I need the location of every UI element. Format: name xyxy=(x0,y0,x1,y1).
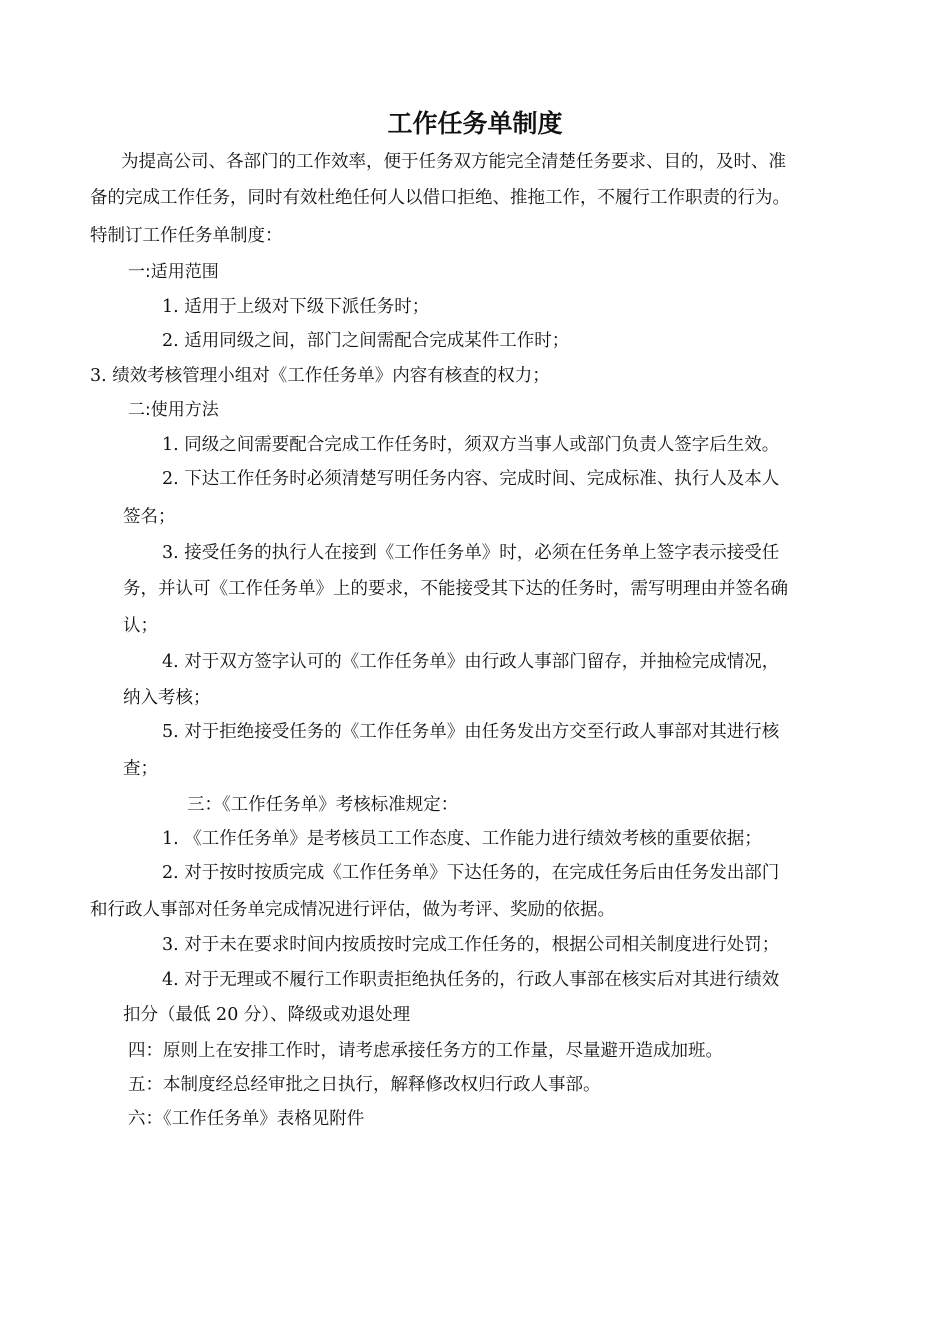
section2-item-3-line-2: 务，并认可《工作任务单》上的要求，不能接受其下达的任务时，需写明理由并签名确 xyxy=(123,579,788,599)
section4-text: 四：原则上在安排工作时，请考虑承接任务方的工作量，尽量避开造成加班。 xyxy=(128,1041,723,1061)
document-title: 工作任务单制度 xyxy=(387,109,563,138)
section2-item-3-line-3: 认； xyxy=(123,616,158,636)
section1-item-3: 3. 绩效考核管理小组对《工作任务单》内容有核查的权力； xyxy=(90,366,550,386)
section3-item-1: 1. 《工作任务单》是考核员工工作态度、工作能力进行绩效考核的重要依据； xyxy=(162,829,762,849)
intro-line-1: 为提高公司、各部门的工作效率，便于任务双方能完全清楚任务要求、目的，及时、准 xyxy=(121,152,786,172)
section2-item-4-line-2: 纳入考核； xyxy=(123,688,211,708)
section2-item-2-line-2: 签名； xyxy=(123,507,176,527)
section2-item-1: 1. 同级之间需要配合完成工作任务时，须双方当事人或部门负责人签字后生效。 xyxy=(162,435,780,455)
intro-line-3: 特制订工作任务单制度： xyxy=(90,226,283,246)
section3-item-2-line-1: 2. 对于按时按质完成《工作任务单》下达任务的，在完成任务后由任务发出部门 xyxy=(162,863,780,883)
section3-item-4-line-2: 扣分（最低 20 分）、降级或劝退处理 xyxy=(123,1005,411,1025)
section3-item-2-line-2: 和行政人事部对任务单完成情况进行评估，做为考评、奖励的依据。 xyxy=(90,900,615,920)
section2-item-5-line-1: 5. 对于拒绝接受任务的《工作任务单》由任务发出方交至行政人事部对其进行核 xyxy=(162,722,780,742)
section3-heading: 三：《工作任务单》考核标准规定： xyxy=(187,795,459,815)
section2-item-4-line-1: 4. 对于双方签字认可的《工作任务单》由行政人事部门留存，并抽检完成情况， xyxy=(162,652,780,672)
section2-heading: 二:使用方法 xyxy=(128,400,219,420)
section3-item-3: 3. 对于未在要求时间内按质按时完成工作任务的，根据公司相关制度进行处罚； xyxy=(162,935,780,955)
section2-item-5-line-2: 查； xyxy=(123,759,158,779)
section2-item-3-line-1: 3. 接受任务的执行人在接到《工作任务单》时，必须在任务单上签字表示接受任 xyxy=(162,543,780,563)
section3-item-4-line-1: 4. 对于无理或不履行工作职责拒绝执任务的，行政人事部在核实后对其进行绩效 xyxy=(162,970,780,990)
section6-text: 六：《工作任务单》表格见附件 xyxy=(128,1109,365,1129)
intro-line-2: 备的完成工作任务，同时有效杜绝任何人以借口拒绝、推拖工作，不履行工作职责的行为。 xyxy=(90,188,790,208)
section1-heading: 一:适用范围 xyxy=(128,262,219,282)
section2-item-2-line-1: 2. 下达工作任务时必须清楚写明任务内容、完成时间、完成标准、执行人及本人 xyxy=(162,469,780,489)
section1-item-2: 2. 适用同级之间，部门之间需配合完成某件工作时； xyxy=(162,331,570,351)
section5-text: 五：本制度经总经审批之日执行，解释修改权归行政人事部。 xyxy=(128,1075,601,1095)
section1-item-1: 1. 适用于上级对下级下派任务时； xyxy=(162,297,430,317)
